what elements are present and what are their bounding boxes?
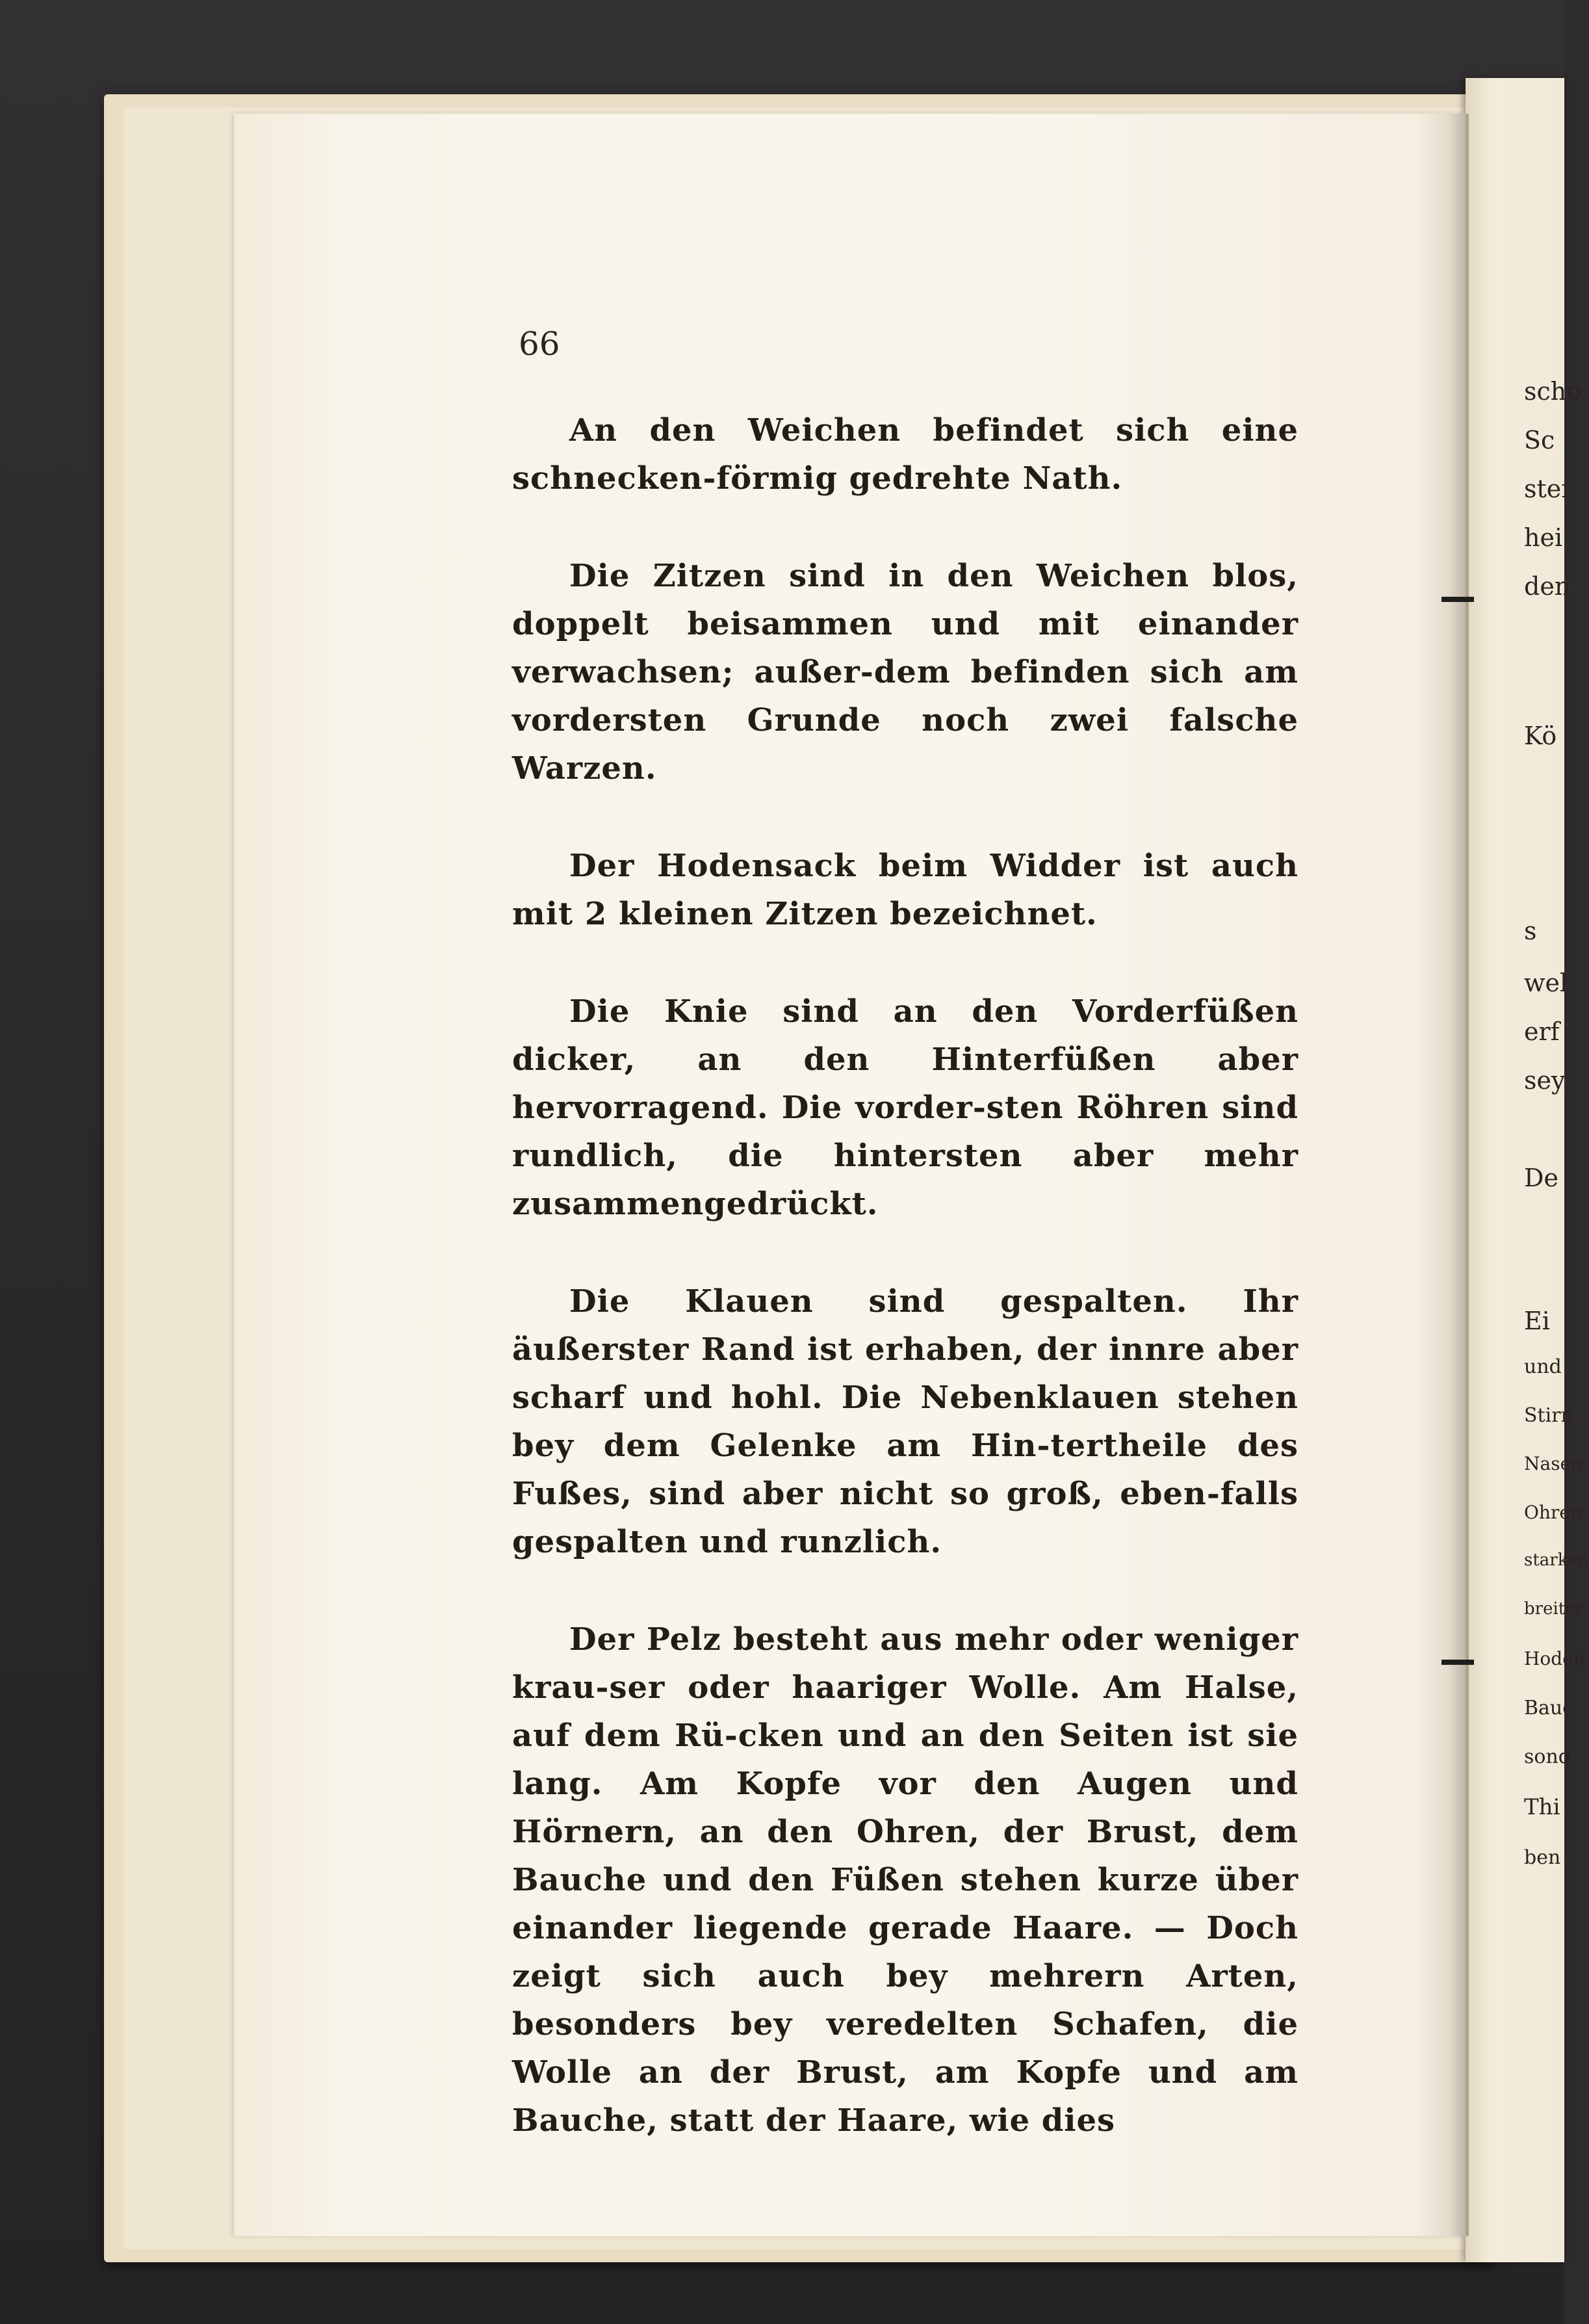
paragraph: Die Klauen sind gespalten. Ihr äußerster Rand ist erhaben, der innre aber scharf und hohl. Die Nebenklauen stehen bey dem Gelenke am Hin-tertheile des Fußes, sind aber nicht so groß, eben-falls gespalten und runzlich.: [512, 1283, 1298, 1560]
facing-fragment: De: [1524, 1164, 1558, 1192]
facing-fragment: breiter: [1524, 1599, 1584, 1619]
facing-fragment: ster: [1524, 475, 1573, 503]
facing-fragment: Stirn: [1524, 1404, 1573, 1427]
facing-fragment: Hoden: [1524, 1648, 1585, 1669]
facing-fragment: Thi: [1524, 1794, 1560, 1820]
page-edge-mark: [1441, 597, 1474, 602]
paragraph: Die Knie sind an den Vorderfüßen dicker, an den Hinterfüßen aber hervorragend. Die vorder-sten Röhren sind rundlich, die hintersten aber mehr zusammengedrückt.: [512, 993, 1298, 1222]
gutter-shadow: [1417, 114, 1469, 2236]
facing-fragment: Kö: [1524, 722, 1557, 750]
facing-fragment: s: [1524, 917, 1537, 945]
facing-fragment: sond: [1524, 1745, 1571, 1768]
paragraph: An den Weichen befindet sich eine schnecken-förmig gedrehte Nath.: [512, 412, 1298, 497]
facing-fragment: wel: [1524, 969, 1568, 997]
facing-fragment: scho: [1524, 377, 1582, 406]
paragraph: Der Pelz besteht aus mehr oder weniger krau-ser oder haariger Wolle. Am Halse, auf dem Rü-cken und an den Seiten ist sie lang. Am Kopfe vor den Augen und Hörnern, an den Ohren, der Brust, dem Bauche und den Füßen stehen kurze über einander liegende gerade Haare. — Doch zeigt sich auch bey mehrern Arten, besonders bey veredelten Schafen, die Wolle an der Brust, am Kopfe und am Bauche, statt der Haare, wie dies: [512, 1621, 1298, 2139]
facing-fragment: sey: [1524, 1066, 1566, 1095]
facing-fragment: Sc: [1524, 426, 1555, 454]
paragraph: Der Hodensack beim Widder ist auch mit 2 kleinen Zitzen bezeichnet.: [512, 848, 1298, 932]
facing-fragment: Ohren: [1524, 1502, 1582, 1523]
page-edge-mark: [1441, 1660, 1474, 1665]
facing-fragment: erf: [1524, 1017, 1560, 1046]
body-text: [512, 406, 1298, 2194]
facing-fragment: starken: [1524, 1550, 1589, 1570]
paragraph: Die Zitzen sind in den Weichen blos, doppelt beisammen und mit einander verwachsen; außer-dem befinden sich am vordersten Grunde noch zwei falsche Warzen.: [512, 558, 1298, 787]
page-number: 66: [519, 325, 560, 363]
facing-fragment: den: [1524, 572, 1571, 601]
facing-fragment: Bauc: [1524, 1697, 1574, 1719]
facing-fragment: Ei: [1524, 1307, 1550, 1335]
facing-fragment: Nasen: [1524, 1453, 1583, 1474]
facing-fragment: ben: [1524, 1846, 1561, 1869]
facing-fragment: und: [1524, 1355, 1562, 1378]
facing-fragment: hei: [1524, 523, 1563, 552]
